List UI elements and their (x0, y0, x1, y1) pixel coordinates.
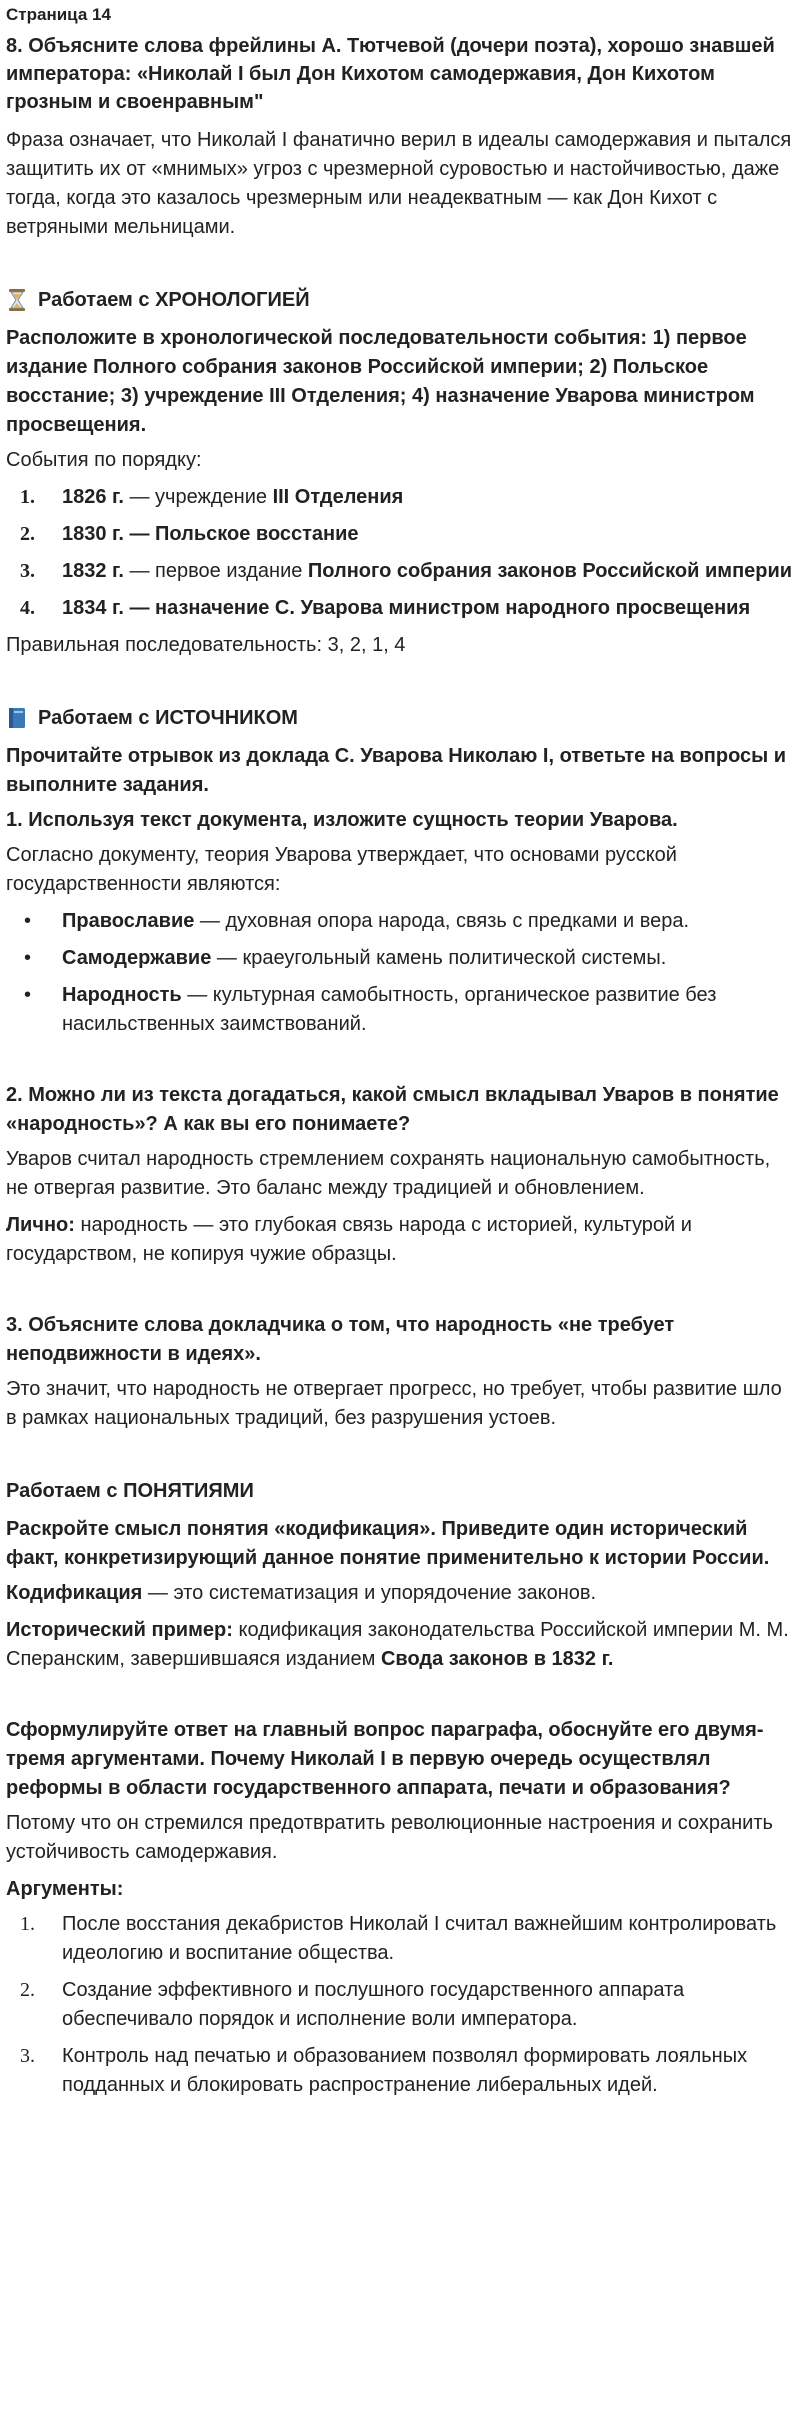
list-item: • Самодержавие — краеугольный камень политической системы. (6, 944, 794, 973)
arguments-label: Аргументы: (6, 1878, 124, 1900)
concepts-task: Раскройте смысл понятия «кодификация». Приведите один исторический факт, конкретизирующий данное понятие применительно к истории России. (6, 1518, 770, 1569)
uvarov-theory-list (6, 907, 794, 1039)
concepts-example: Исторический пример: кодификация законодательства Российской империи М. М. Сперанским, завершившаяся изданием Свода законов в 1832 г. (6, 1619, 789, 1670)
source-question-1: 1. Используя текст документа, изложите сущность теории Уварова. (6, 809, 678, 831)
chronology-sequence: Правильная последовательность: 3, 2, 1, 4 (6, 634, 406, 656)
list-item: 4. 1834 г. — назначение С. Уварова министром народного просвещения (20, 597, 751, 619)
list-item: 3. Контроль над печатью и образованием позволял формировать лояльных подданных и блокировать распространение либеральных идей. (20, 2045, 748, 2096)
question-8-answer: Фраза означает, что Николай I фанатично верил в идеалы самодержавия и пытался защитить их от «мнимых» угроз с чрезмерной суровостью и настойчивостью, даже тогда, когда это казалось чрезмерным или неадекватным — как Дон Кихот с ветряными мельницами. (6, 129, 792, 238)
page-number: Страница 14 (6, 5, 111, 24)
main-answer: Потому что он стремился предотвратить революционные настроения и сохранить устойчивость самодержавия. (6, 1812, 773, 1863)
list-item: 3. 1832 г. — первое издание Полного собрания законов Российской империи (20, 560, 793, 582)
hourglass-icon (6, 286, 28, 314)
source-question-1-intro: Согласно документу, теория Уварова утверждает, что основами русской государственности являются: (6, 844, 677, 895)
source-question-3: 3. Объясните слова докладчика о том, что народность «не требует неподвижности в идеях». (6, 1314, 675, 1365)
source-heading (6, 704, 794, 732)
book-icon (6, 704, 28, 732)
chronology-task: Расположите в хронологической последовательности события: 1) первое издание Полного собрания законов Российской империи; 2) Польское восстание; 3) учреждение III Отделения; 4) назначение Уварова министром просвещения. (6, 327, 755, 436)
source-task: Прочитайте отрывок из доклада С. Уварова Николаю I, ответьте на вопросы и выполните задания. (6, 745, 787, 796)
list-item: 1. После восстания декабристов Николай I считал важнейшим контролировать идеологию и воспитание общества. (20, 1913, 777, 1964)
list-item: • Православие — духовная опора народа, связь с предками и вера. (6, 907, 794, 936)
source-heading-text: Работаем с ИСТОЧНИКОМ (38, 707, 298, 729)
bullet: • (24, 984, 32, 1006)
concepts-heading (6, 1477, 794, 1505)
chronology-intro: События по порядку: (6, 449, 202, 471)
chronology-heading (6, 286, 794, 314)
concepts-definition: Кодификация — это систематизация и упорядочение законов. (6, 1582, 597, 1604)
main-question: Сформулируйте ответ на главный вопрос параграфа, обоснуйте его двумя-тремя аргументами. Почему Николай I в первую очередь осуществлял реформы в области государственного аппарата, печати и образования? (6, 1719, 764, 1799)
chronology-list (6, 483, 794, 623)
arguments-list (6, 1910, 794, 2100)
source-question-2: 2. Можно ли из текста догадаться, какой смысл вкладывал Уваров в понятие «народность»? А как вы его понимаете? (6, 1084, 779, 1135)
bullet: • (24, 947, 32, 969)
list-item: 2. Создание эффективного и послушного государственного аппарата обеспечивало порядок и исполнение воли императора. (20, 1979, 685, 2030)
bullet: • (24, 910, 32, 932)
source-question-2-answer: Уваров считал народность стремлением сохранять национальную самобытность, не отвергая развитие. Это баланс между традицией и обновлением. (6, 1148, 771, 1199)
source-question-3-answer: Это значит, что народность не отвергает прогресс, но требует, чтобы развитие шло в рамках национальных традиций, без разрушения устоев. (6, 1378, 782, 1429)
source-question-2-personal: Лично: народность — это глубокая связь народа с историей, культурой и государством, не копируя чужие образцы. (6, 1214, 692, 1265)
question-8: 8. Объясните слова фрейлины А. Тютчевой (дочери поэта), хорошо знавшей императора: «Николай I был Дон Кихотом самодержавия, Дон Кихотом грозным и своенравным" (6, 35, 775, 113)
list-item: • Народность — культурная самобытность, органическое развитие без насильственных заимствований. (6, 981, 794, 1039)
chronology-heading-text: Работаем с ХРОНОЛОГИЕЙ (38, 289, 310, 311)
concepts-heading-text: Работаем с ПОНЯТИЯМИ (6, 1480, 254, 1502)
list-item: 1. 1826 г. — учреждение III Отделения (20, 486, 404, 508)
list-item: 2. 1830 г. — Польское восстание (20, 523, 359, 545)
